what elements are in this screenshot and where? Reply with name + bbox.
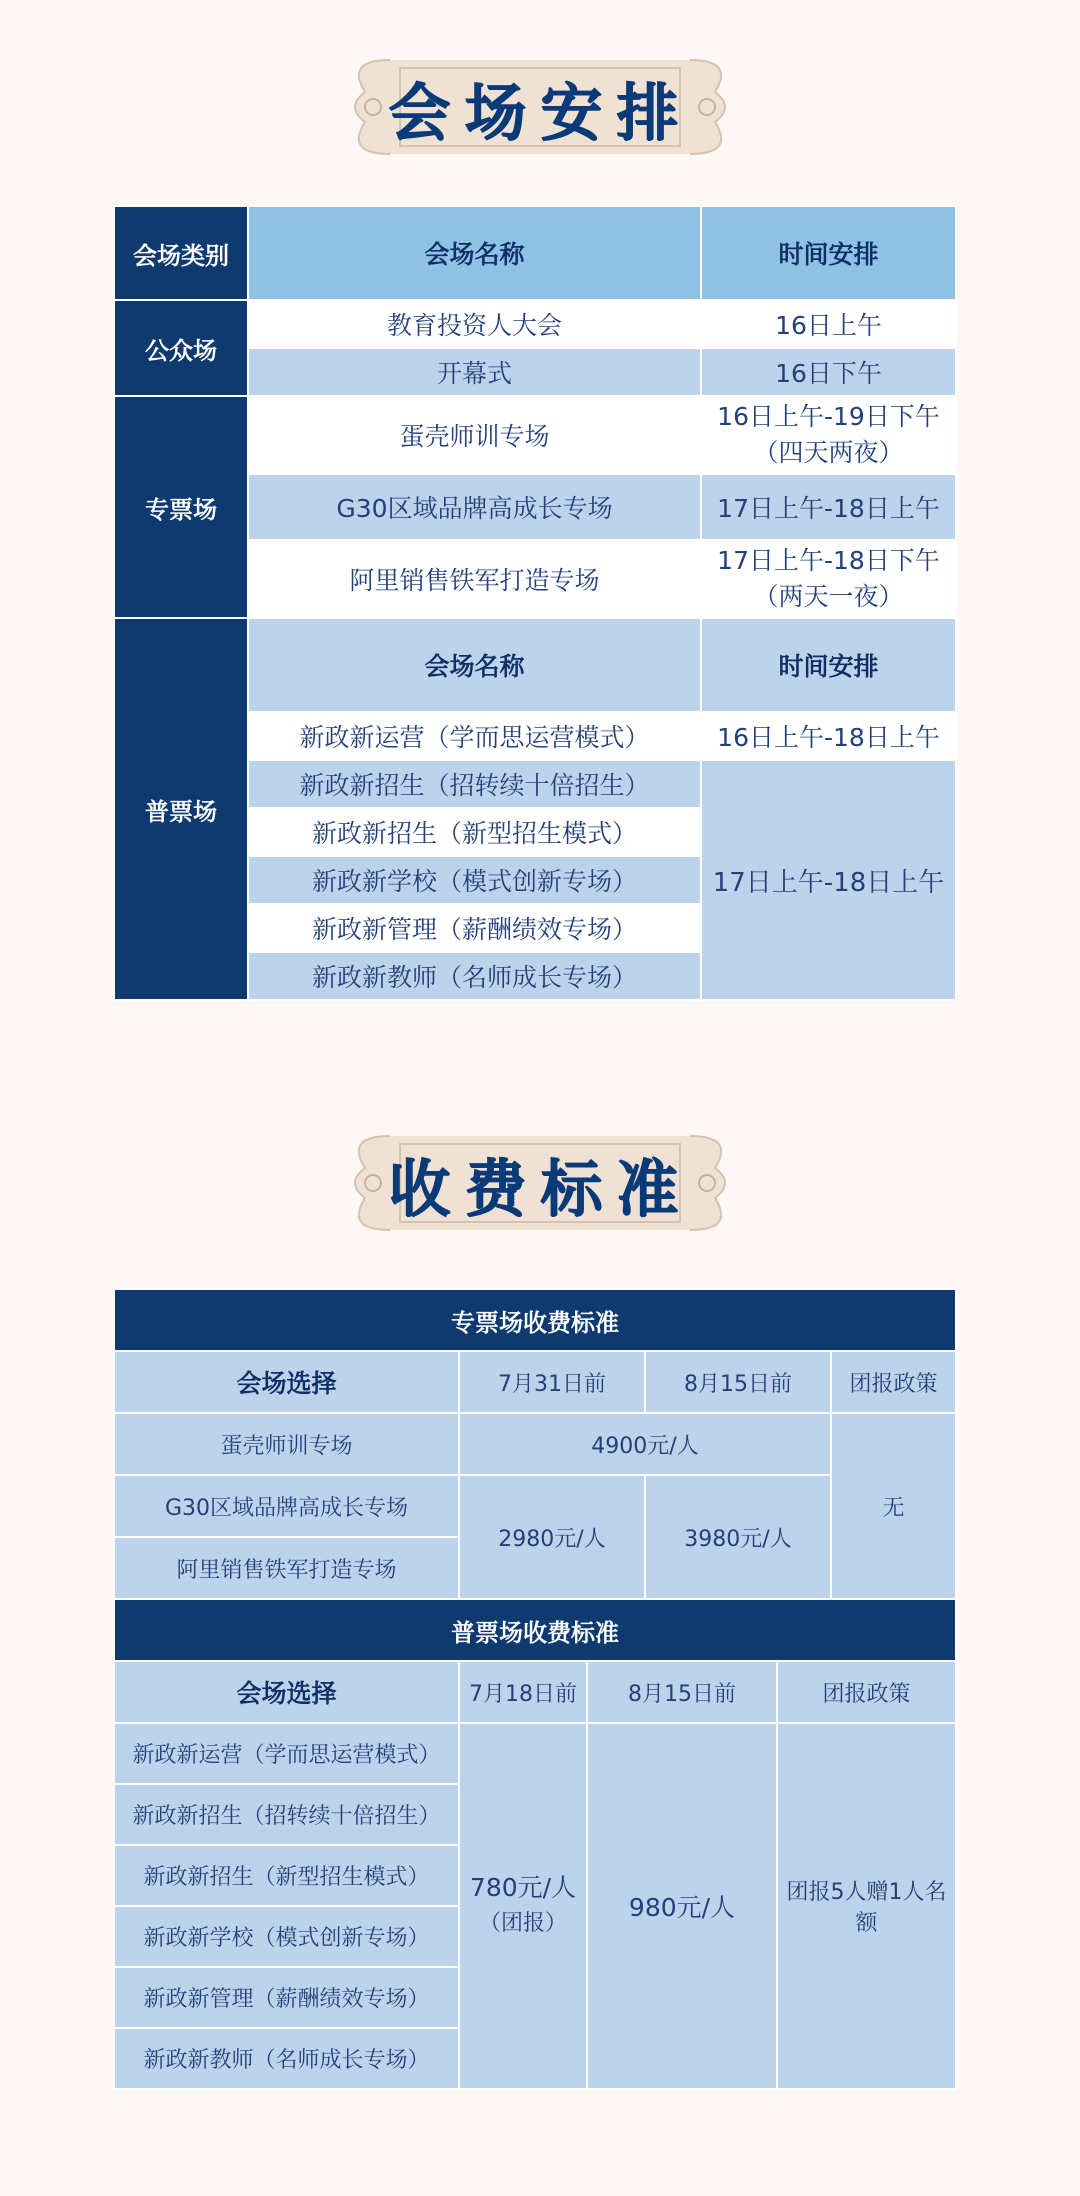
time-line: 16日上午-19日下午 bbox=[717, 402, 940, 431]
venue-name: 新政新招生（新型招生模式） bbox=[248, 808, 701, 856]
header-time: 时间安排 bbox=[701, 206, 956, 300]
header-venue-name: 会场名称 bbox=[248, 206, 701, 300]
category-general: 普票场 bbox=[114, 618, 248, 1000]
general-fee-header: 普票场收费标准 bbox=[114, 1599, 956, 1661]
fee-section-banner bbox=[345, 1128, 735, 1238]
sub-header-time: 时间安排 bbox=[701, 618, 956, 712]
fee-early-price: 2980元/人 bbox=[459, 1475, 645, 1599]
fee-venue-name: 阿里销售铁军打造专场 bbox=[114, 1537, 459, 1599]
venue-time: 16日上午 bbox=[701, 300, 956, 348]
venue-time: 16日下午 bbox=[701, 348, 956, 396]
time-note: （四天两夜） bbox=[753, 438, 904, 467]
fee-early-price bbox=[459, 1723, 587, 2089]
fee-venue-name: 蛋壳师训专场 bbox=[114, 1413, 459, 1475]
venue-name: 阿里销售铁军打造专场 bbox=[248, 540, 701, 618]
col-venue-select: 会场选择 bbox=[114, 1351, 459, 1413]
venue-time bbox=[701, 396, 956, 474]
fee-venue-name: 新政新管理（薪酬绩效专场） bbox=[114, 1967, 459, 2028]
fee-price: 4900元/人 bbox=[459, 1413, 831, 1475]
group-policy-value: 无 bbox=[831, 1413, 956, 1599]
venue-time bbox=[701, 540, 956, 618]
fee-section-title: 收费标准 bbox=[387, 1151, 692, 1225]
fee-late-price: 980元/人 bbox=[587, 1723, 777, 2089]
sub-header-venue-name: 会场名称 bbox=[248, 618, 701, 712]
col-late-date: 8月15日前 bbox=[587, 1661, 777, 1723]
early-price-note: （团报） bbox=[478, 1911, 567, 1936]
time-note: （两天一夜） bbox=[753, 582, 904, 611]
fee-venue-name: G30区域品牌高成长专场 bbox=[114, 1475, 459, 1537]
early-price-value: 780元/人 bbox=[469, 1873, 577, 1902]
col-early-date: 7月31日前 bbox=[459, 1351, 645, 1413]
col-early-date: 7月18日前 bbox=[459, 1661, 587, 1723]
venue-name: 蛋壳师训专场 bbox=[248, 396, 701, 474]
venue-name: 教育投资人大会 bbox=[248, 300, 701, 348]
col-group-policy: 团报政策 bbox=[777, 1661, 956, 1723]
col-group-policy: 团报政策 bbox=[831, 1351, 956, 1413]
category-special: 专票场 bbox=[114, 396, 248, 618]
fee-venue-name: 新政新教师（名师成长专场） bbox=[114, 2028, 459, 2089]
special-fee-header: 专票场收费标准 bbox=[114, 1289, 956, 1351]
venue-name: G30区域品牌高成长专场 bbox=[248, 474, 701, 540]
venue-time-shared: 17日上午-18日上午 bbox=[701, 760, 956, 1000]
fee-venue-name: 新政新招生（新型招生模式） bbox=[114, 1845, 459, 1906]
venue-name: 新政新学校（模式创新专场） bbox=[248, 856, 701, 904]
fee-late-price: 3980元/人 bbox=[645, 1475, 831, 1599]
venue-name: 开幕式 bbox=[248, 348, 701, 396]
venue-time: 17日上午-18日上午 bbox=[701, 474, 956, 540]
col-venue-select: 会场选择 bbox=[114, 1661, 459, 1723]
fee-table bbox=[113, 1288, 957, 2090]
category-public: 公众场 bbox=[114, 300, 248, 396]
venue-section-title: 会场安排 bbox=[387, 75, 692, 149]
venue-name: 新政新招生（招转续十倍招生） bbox=[248, 760, 701, 808]
venue-table bbox=[113, 205, 957, 1001]
header-category: 会场类别 bbox=[114, 206, 248, 300]
venue-name: 新政新教师（名师成长专场） bbox=[248, 952, 701, 1000]
venue-name: 新政新运营（学而思运营模式） bbox=[248, 712, 701, 760]
col-late-date: 8月15日前 bbox=[645, 1351, 831, 1413]
fee-venue-name: 新政新学校（模式创新专场） bbox=[114, 1906, 459, 1967]
time-line: 17日上午-18日下午 bbox=[717, 546, 940, 575]
venue-name: 新政新管理（薪酬绩效专场） bbox=[248, 904, 701, 952]
venue-section-banner bbox=[345, 52, 735, 162]
venue-time: 16日上午-18日上午 bbox=[701, 712, 956, 760]
group-policy-value: 团报5人赠1人名额 bbox=[777, 1723, 956, 2089]
fee-venue-name: 新政新招生（招转续十倍招生） bbox=[114, 1784, 459, 1845]
fee-venue-name: 新政新运营（学而思运营模式） bbox=[114, 1723, 459, 1784]
